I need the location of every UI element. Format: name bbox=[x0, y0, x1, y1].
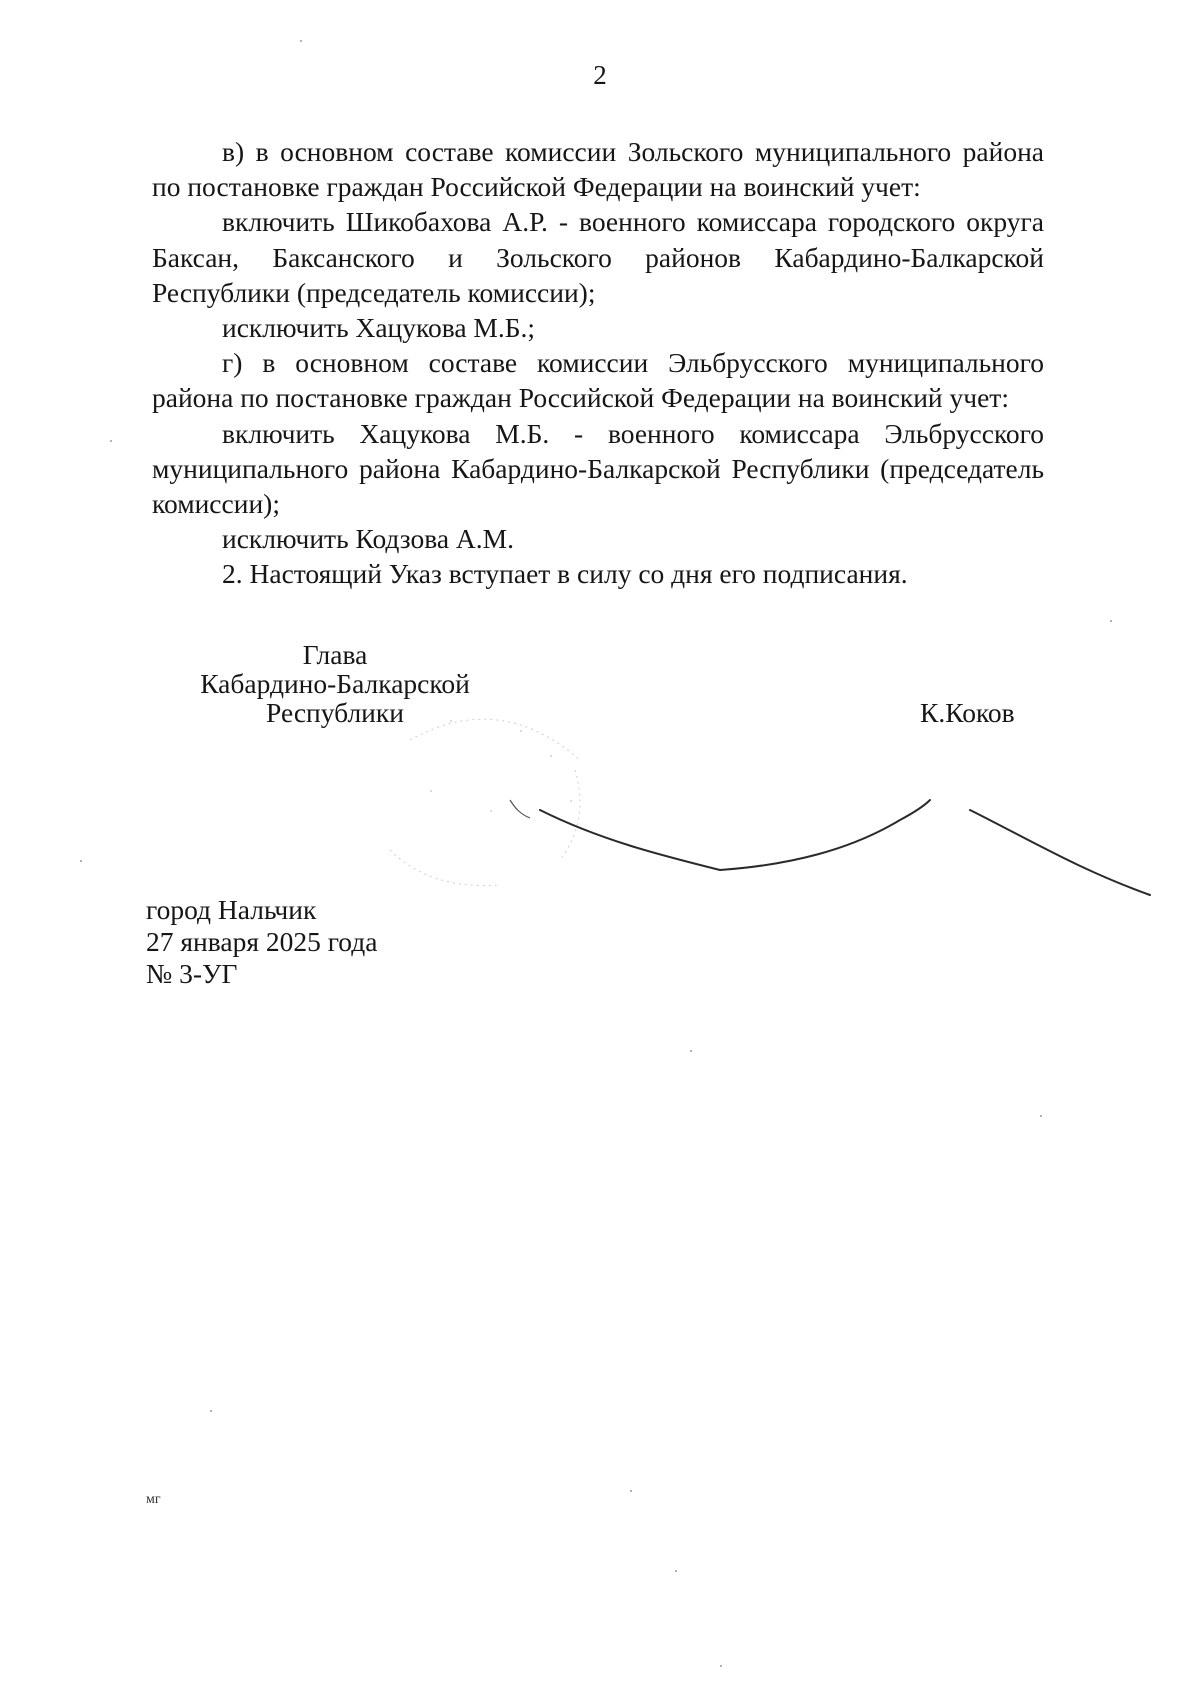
page-number: 2 bbox=[593, 60, 607, 90]
issuance-place: город Нальчик bbox=[146, 894, 317, 925]
issuance-details bbox=[146, 894, 377, 990]
scan-speck bbox=[210, 1410, 212, 1412]
decree-number: № 3-УГ bbox=[146, 958, 238, 989]
signatory-title-line: Кабардино-Балкарской bbox=[200, 668, 470, 699]
scan-speck bbox=[690, 1050, 692, 1052]
scan-speck bbox=[630, 1490, 632, 1492]
paragraph-effective-date: 2. Настоящий Указ вступает в силу со дня его подписания. bbox=[222, 558, 908, 590]
paragraph-elbrus-commission: г) в основном составе комиссии Эльбрусского муниципального района по постановке граждан Российской Федерации на воинский учет: bbox=[152, 347, 1044, 414]
scan-speck bbox=[1110, 620, 1112, 622]
issuance-date: 27 января 2025 года bbox=[146, 926, 378, 957]
signatory-name: К.Коков bbox=[920, 697, 1015, 728]
scan-speck bbox=[1040, 1115, 1042, 1117]
paragraph-exclude-khatsukov: исключить Хацукова М.Б.; bbox=[222, 312, 536, 344]
decree-body bbox=[152, 134, 1044, 592]
paragraph-exclude-kodzov: исключить Кодзова А.М. bbox=[222, 523, 514, 555]
scan-speck bbox=[300, 40, 302, 42]
scan-speck bbox=[110, 440, 112, 442]
paragraph-include-khatsukov: включить Хацукова М.Б. - военного комиссара Эльбрусского муниципального района Кабардино-Балкарской Республики (председатель комиссии); bbox=[152, 417, 1044, 520]
executor-initials: мг bbox=[146, 1492, 161, 1507]
handwritten-signature bbox=[370, 690, 1170, 920]
paragraph-zolsky-commission: в) в основном составе комиссии Зольского муниципального района по постановке граждан Российской Федерации на воинский учет: bbox=[152, 136, 1044, 203]
scan-speck bbox=[675, 1570, 677, 1572]
signatory-title-line: Глава bbox=[302, 639, 368, 670]
scan-speck bbox=[720, 1665, 722, 1667]
paragraph-include-shikobakhov: включить Шикобахова А.Р. - военного комиссара городского округа Баксан, Баксанского и Зольского районов Кабардино-Балкарской Республики (председатель комиссии); bbox=[152, 206, 1044, 308]
scan-speck bbox=[80, 860, 82, 862]
signatory-title-line: Республики bbox=[266, 697, 404, 728]
